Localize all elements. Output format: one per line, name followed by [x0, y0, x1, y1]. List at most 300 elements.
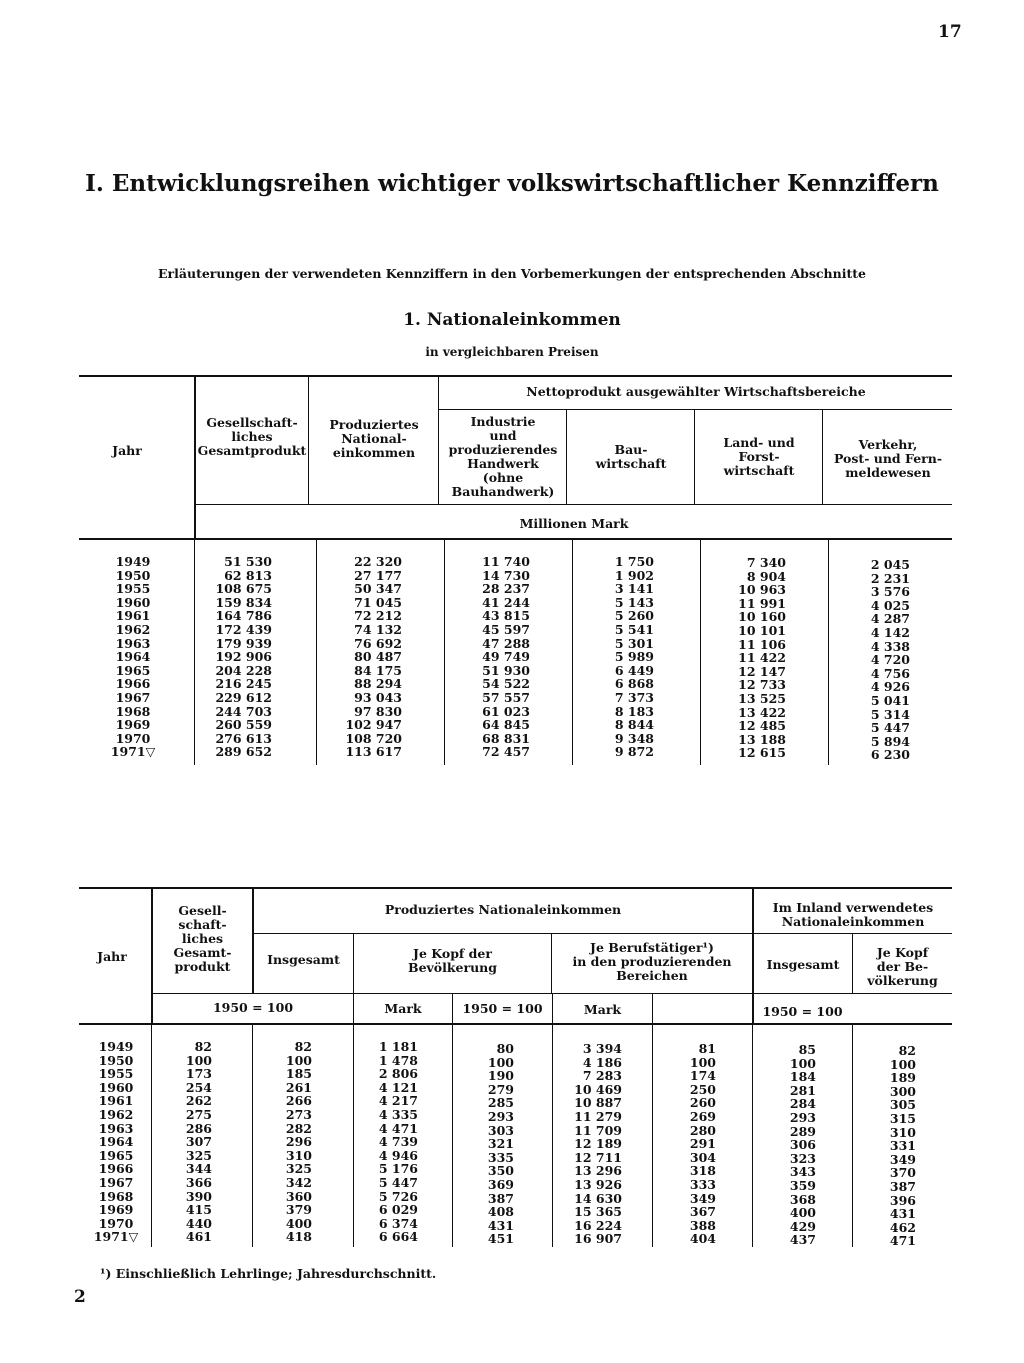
table-cell: 88 294: [354, 676, 402, 692]
table-cell: 28 237: [482, 581, 530, 597]
table-cell: 304: [689, 1149, 716, 1165]
table-cell: 1 478: [378, 1052, 418, 1068]
table-cell: 11 422: [738, 650, 786, 666]
table-cell: 388: [689, 1217, 716, 1233]
table-cell: 4 739: [378, 1134, 418, 1150]
table-cell: 192 906: [215, 649, 272, 665]
table-cell: 1971▽: [93, 1229, 139, 1245]
t2-unit-index-3: 1950 = 100: [762, 1004, 843, 1019]
table-cell: 360: [285, 1188, 312, 1204]
table-cell: 6 029: [378, 1202, 418, 1218]
table-cell: 10 887: [574, 1095, 622, 1111]
table-cell: 5 894: [870, 733, 910, 749]
table1-vline: [566, 410, 567, 504]
table-cell: 179 939: [215, 635, 272, 651]
table-cell: 16 224: [574, 1217, 622, 1233]
table-cell: 1949: [115, 554, 151, 569]
table-cell: 244 703: [215, 703, 272, 719]
table-cell: 431: [487, 1217, 514, 1233]
table-cell: 8 904: [746, 568, 786, 584]
section-subtitle: in vergleichbaren Preisen: [425, 345, 599, 359]
table-cell: 279: [487, 1081, 514, 1097]
table-cell: 11 106: [738, 636, 786, 652]
t1-header-nationaleinkommen: Produziertes National- einkommen: [329, 417, 419, 460]
table-cell: 359: [789, 1177, 816, 1193]
table-cell: 333: [689, 1176, 716, 1192]
table-cell: 47 288: [482, 635, 530, 651]
t1-col-verkehr: [832, 558, 910, 762]
t2-col-inland-kopf: [860, 1044, 916, 1248]
table-cell: 85: [798, 1042, 816, 1057]
t1-col-bauwirtschaft: [576, 555, 654, 759]
table-cell: 335: [487, 1149, 514, 1165]
table-cell: 418: [285, 1229, 312, 1245]
table-cell: 22 320: [354, 554, 402, 569]
table-cell: 9 872: [614, 744, 654, 760]
table-cell: 1955: [98, 1066, 134, 1082]
table2-body-vline: [752, 1025, 753, 1247]
table-cell: 174: [689, 1068, 716, 1084]
t2-header-produziert: Produziertes Nationaleinkommen: [384, 902, 622, 917]
table-cell: 6 449: [614, 662, 654, 678]
table-cell: 437: [789, 1232, 816, 1248]
table-cell: 1960: [115, 594, 151, 610]
table-cell: 1965: [115, 662, 151, 678]
t2-unit-index-2: 1950 = 100: [462, 1001, 543, 1016]
table-cell: 76 692: [354, 635, 402, 651]
table-cell: 1971▽: [110, 744, 156, 760]
table-cell: 4 946: [378, 1147, 418, 1163]
table-cell: 100: [689, 1054, 716, 1070]
table-cell: 13 422: [738, 704, 786, 720]
table-cell: 1950: [98, 1052, 134, 1068]
t1-header-bauwirtschaft: Bau- wirtschaft: [595, 442, 667, 471]
table-cell: 396: [889, 1192, 916, 1208]
t2-col-insgesamt: [260, 1040, 312, 1244]
table1-header-rule: [195, 504, 952, 505]
table-cell: 266: [285, 1093, 312, 1109]
table-cell: 71 045: [354, 594, 402, 610]
table-cell: 8 844: [614, 717, 654, 733]
table-cell: 189: [889, 1070, 916, 1086]
page-number: 17: [938, 22, 962, 42]
table1-vline: [822, 410, 823, 504]
table2-body-vline: [852, 1025, 853, 1247]
table-cell: 6 374: [378, 1215, 418, 1231]
table-cell: 310: [889, 1124, 916, 1140]
t1-col-jahr: [100, 555, 166, 759]
table-cell: 462: [889, 1219, 916, 1235]
table-cell: 276 613: [215, 730, 272, 746]
table-cell: 318: [689, 1163, 716, 1179]
table-cell: 2 806: [378, 1066, 418, 1082]
table-cell: 82: [194, 1039, 212, 1054]
table-cell: 1968: [115, 703, 151, 719]
table-cell: 6 664: [378, 1229, 418, 1245]
t2-header-jahr: Jahr: [97, 949, 127, 964]
table-cell: 57 557: [482, 689, 530, 705]
table-cell: 49 749: [482, 649, 530, 665]
t2-header-gesamtprodukt: Gesell- schaft- liches Gesamt- produkt: [173, 903, 232, 974]
table-cell: 261: [285, 1079, 312, 1095]
table-cell: 61 023: [482, 703, 530, 719]
table-cell: 280: [689, 1122, 716, 1138]
table-cell: 6 868: [614, 676, 654, 692]
table-cell: 5 041: [870, 692, 910, 708]
table-cell: 1 181: [378, 1039, 418, 1054]
table-cell: 461: [185, 1229, 212, 1245]
table-cell: 1968: [98, 1188, 134, 1204]
table1-body-vline: [572, 540, 573, 765]
table-cell: 80 487: [354, 649, 402, 665]
table-cell: 303: [487, 1122, 514, 1138]
table-cell: 307: [185, 1134, 212, 1150]
table-cell: 43 815: [482, 608, 530, 624]
table-cell: 349: [889, 1151, 916, 1167]
table-cell: 27 177: [354, 567, 402, 583]
table-cell: 1 902: [614, 567, 654, 583]
table2-body-vline: [652, 1025, 653, 1247]
table-cell: 390: [185, 1188, 212, 1204]
table-cell: 5 447: [870, 720, 910, 736]
table-cell: 285: [487, 1095, 514, 1111]
table-cell: 284: [789, 1096, 816, 1112]
table-cell: 10 160: [738, 609, 786, 625]
table-cell: 400: [789, 1205, 816, 1221]
table-cell: 41 244: [482, 594, 530, 610]
table-cell: 14 630: [574, 1190, 622, 1206]
t2-header-inland: Im Inland verwendetes Nationaleinkommen: [772, 900, 934, 929]
table-cell: 5 176: [378, 1161, 418, 1177]
table-cell: 1960: [98, 1079, 134, 1095]
table-cell: 12 615: [738, 745, 786, 761]
table1-body-vline: [444, 540, 445, 765]
table-cell: 370: [889, 1165, 916, 1181]
table-cell: 1950: [115, 567, 151, 583]
table-cell: 367: [689, 1204, 716, 1220]
table-cell: 1961: [98, 1093, 134, 1109]
table-cell: 293: [487, 1108, 514, 1124]
t2-unit-mark-1: Mark: [384, 1001, 422, 1016]
table-cell: 100: [285, 1052, 312, 1068]
table-cell: 325: [185, 1147, 212, 1163]
table-cell: 10 101: [738, 622, 786, 638]
table-cell: 296: [285, 1134, 312, 1150]
table-cell: 1962: [115, 621, 151, 637]
table-cell: 471: [889, 1233, 916, 1249]
table-cell: 172 439: [215, 621, 272, 637]
table1-vline: [694, 410, 695, 504]
table-cell: 184: [789, 1069, 816, 1085]
table2-body-vline: [552, 1025, 553, 1247]
table-cell: 16 907: [574, 1231, 622, 1247]
table-cell: 185: [285, 1066, 312, 1082]
table-cell: 9 348: [614, 730, 654, 746]
table-cell: 84 175: [354, 662, 402, 678]
table-cell: 369: [487, 1176, 514, 1192]
table-cell: 293: [789, 1109, 816, 1125]
footnote: ¹) Einschließlich Lehrlinge; Jahresdurchschnitt.: [100, 1266, 437, 1281]
table-cell: 108 675: [215, 581, 272, 597]
t1-col-landforst: [704, 556, 786, 760]
table-cell: 8 183: [614, 703, 654, 719]
table-cell: 82: [898, 1043, 916, 1058]
table-cell: 429: [789, 1218, 816, 1234]
t1-col-nationaleinkommen: [320, 555, 402, 759]
table-cell: 323: [789, 1150, 816, 1166]
t1-header-verkehr: Verkehr, Post- und Fern- meldewesen: [833, 437, 943, 480]
table-cell: 254: [185, 1079, 212, 1095]
table-cell: 342: [285, 1174, 312, 1190]
table-cell: 415: [185, 1202, 212, 1218]
table1-body-vline: [700, 540, 701, 765]
table-cell: 68 831: [482, 730, 530, 746]
table2-unit-rule: [79, 1023, 952, 1025]
t2-col-kopf-mark: [360, 1040, 418, 1244]
table2-body-vline: [151, 1025, 152, 1247]
t2-col-kopf-index: [460, 1042, 514, 1246]
table-cell: 306: [789, 1137, 816, 1153]
t1-col-gesamtprodukt: [200, 555, 272, 759]
table-cell: 2 045: [870, 557, 910, 572]
table2-top-rule: [79, 887, 952, 889]
table-cell: 1966: [98, 1161, 134, 1177]
table-cell: 51 930: [482, 662, 530, 678]
main-title: I. Entwicklungsreihen wichtiger volkswirtschaftlicher Kennziffern: [85, 170, 939, 197]
t1-header-gesamtprodukt: Gesellschaft- liches Gesamtprodukt: [197, 415, 307, 458]
table-cell: 368: [789, 1191, 816, 1207]
table-cell: 289: [789, 1123, 816, 1139]
table-cell: 164 786: [215, 608, 272, 624]
table-cell: 12 485: [738, 718, 786, 734]
table-cell: 282: [285, 1120, 312, 1136]
t1-header-nettoprodukt: Nettoprodukt ausgewählter Wirtschaftsbereiche: [526, 384, 866, 399]
table-cell: 1961: [115, 608, 151, 624]
t1-header-unit: Millionen Mark: [519, 516, 629, 531]
table-cell: 97 830: [354, 703, 402, 719]
table-cell: 408: [487, 1204, 514, 1220]
table-cell: 315: [889, 1110, 916, 1126]
table-cell: 82: [294, 1039, 312, 1054]
table-cell: 7 373: [614, 689, 654, 705]
table-cell: 229 612: [215, 689, 272, 705]
table-cell: 6 230: [870, 747, 910, 763]
table2-sub-rule: [253, 933, 952, 934]
table-cell: 1969: [115, 717, 151, 733]
table-cell: 1963: [115, 635, 151, 651]
t2-header-insgesamt: Insgesamt: [267, 952, 340, 967]
table1-vline: [308, 377, 309, 504]
table-cell: 62 813: [224, 567, 272, 583]
t1-header-landforst: Land- und Forst- wirtschaft: [723, 435, 795, 478]
table-cell: 13 296: [574, 1163, 622, 1179]
table-cell: 379: [285, 1202, 312, 1218]
table-cell: 260 559: [215, 717, 272, 733]
subtitle: Erläuterungen der verwendeten Kennziffern in den Vorbemerkungen der entsprechenden Abschnitte: [158, 266, 866, 281]
table-cell: 1967: [115, 689, 151, 705]
table-cell: 1962: [98, 1106, 134, 1122]
table-cell: 1970: [115, 730, 151, 746]
table-cell: 1966: [115, 676, 151, 692]
table-cell: 4 338: [870, 638, 910, 654]
table-cell: 1969: [98, 1202, 134, 1218]
table-cell: 5 726: [378, 1188, 418, 1204]
table-cell: 451: [487, 1231, 514, 1247]
table-cell: 108 720: [345, 730, 402, 746]
table-cell: 1949: [98, 1039, 134, 1054]
t1-header-jahr: Jahr: [112, 443, 142, 458]
table-cell: 5 989: [614, 649, 654, 665]
t2-header-berufstaetiger: Je Berufstätiger¹) in den produzierenden Bereichen: [572, 940, 732, 983]
table-cell: 54 522: [482, 676, 530, 692]
table-cell: 7 340: [746, 555, 786, 570]
table-cell: 350: [487, 1163, 514, 1179]
table-cell: 7 283: [582, 1068, 622, 1084]
table-cell: 100: [487, 1054, 514, 1070]
table-cell: 11 709: [574, 1122, 622, 1138]
table-cell: 159 834: [215, 594, 272, 610]
table-cell: 216 245: [215, 676, 272, 692]
section-title: 1. Nationaleinkommen: [403, 310, 621, 330]
table-cell: 321: [487, 1136, 514, 1152]
table-cell: 250: [689, 1081, 716, 1097]
t1-header-industrie: Industrie und produzierendes Handwerk (ohne Bauhandwerk): [448, 414, 558, 499]
table-cell: 387: [889, 1178, 916, 1194]
table-cell: 4 471: [378, 1120, 418, 1136]
table-cell: 289 652: [215, 744, 272, 760]
table-cell: 305: [889, 1097, 916, 1113]
table-cell: 286: [185, 1120, 212, 1136]
table-cell: 1965: [98, 1147, 134, 1163]
t2-col-gesamtprodukt: [160, 1040, 212, 1244]
table-cell: 5 260: [614, 608, 654, 624]
table-cell: 13 926: [574, 1176, 622, 1192]
table-cell: 4 756: [870, 665, 910, 681]
table-cell: 5 541: [614, 621, 654, 637]
table-cell: 4 121: [378, 1079, 418, 1095]
table1-body-vline: [828, 540, 829, 765]
table-cell: 404: [689, 1231, 716, 1247]
table-cell: 4 287: [870, 611, 910, 627]
table-cell: 74 132: [354, 621, 402, 637]
t2-header-inland-insgesamt: Insgesamt: [766, 957, 840, 972]
table-cell: 100: [789, 1055, 816, 1071]
table-cell: 4 186: [582, 1054, 622, 1070]
table-cell: 440: [185, 1215, 212, 1231]
table-cell: 4 720: [870, 652, 910, 668]
table1-body-vline: [194, 540, 195, 765]
table-cell: 2 231: [870, 570, 910, 586]
table-cell: 80: [496, 1041, 514, 1056]
table-cell: 281: [789, 1082, 816, 1098]
table-cell: 343: [789, 1164, 816, 1180]
table-cell: 1967: [98, 1174, 134, 1190]
table1-top-rule: [79, 375, 952, 377]
table-cell: 3 141: [614, 581, 654, 597]
table-cell: 10 963: [738, 582, 786, 598]
table-cell: 5 447: [378, 1174, 418, 1190]
table-cell: 45 597: [482, 621, 530, 637]
table2-body-vline: [452, 1025, 453, 1247]
table-cell: 81: [698, 1041, 716, 1056]
t1-col-industrie: [448, 555, 530, 759]
table-cell: 12 189: [574, 1136, 622, 1152]
table-cell: 1970: [98, 1215, 134, 1231]
table-cell: 51 530: [224, 554, 272, 569]
table-cell: 4 025: [870, 597, 910, 613]
table-cell: 13 525: [738, 690, 786, 706]
table-cell: 273: [285, 1106, 312, 1122]
table-cell: 291: [689, 1136, 716, 1152]
table-cell: 5 314: [870, 706, 910, 722]
table-cell: 15 365: [574, 1204, 622, 1220]
t2-unit-index-1: 1950 = 100: [212, 1000, 294, 1015]
table-cell: 50 347: [354, 581, 402, 597]
table-cell: 12 147: [738, 663, 786, 679]
table-cell: 344: [185, 1161, 212, 1177]
table-cell: 11 279: [574, 1108, 622, 1124]
t2-col-beruf-mark: [560, 1042, 622, 1246]
table-cell: 13 188: [738, 731, 786, 747]
table-cell: 4 335: [378, 1106, 418, 1122]
t2-header-inland-jekopf: Je Kopf der Be- völkerung: [867, 945, 938, 988]
table-cell: 269: [689, 1108, 716, 1124]
table-cell: 1964: [98, 1134, 134, 1150]
table-cell: 102 947: [345, 717, 402, 733]
table-cell: 173: [185, 1066, 212, 1082]
table1-netto-rule: [438, 409, 952, 410]
table-cell: 260: [689, 1095, 716, 1111]
table-cell: 72 212: [354, 608, 402, 624]
table-cell: 12 711: [574, 1149, 622, 1165]
table-cell: 113 617: [345, 744, 402, 760]
table-cell: 366: [185, 1174, 212, 1190]
table-cell: 12 733: [738, 677, 786, 693]
table2-body-vline: [252, 1025, 253, 1247]
table-cell: 100: [889, 1056, 916, 1072]
t2-unit-mark-2: Mark: [583, 1002, 622, 1017]
t2-col-inland-insgesamt: [760, 1043, 816, 1247]
table-cell: 64 845: [482, 717, 530, 733]
t2-header-jekopf: Je Kopf der Bevölkerung: [408, 946, 497, 975]
table-cell: 93 043: [354, 689, 402, 705]
page-footer-mark: 2: [74, 1287, 86, 1307]
table-cell: 204 228: [215, 662, 272, 678]
table-cell: 5 143: [614, 594, 654, 610]
table-cell: 5 301: [614, 635, 654, 651]
table-cell: 10 469: [574, 1081, 622, 1097]
table-cell: 1964: [115, 649, 151, 665]
table-cell: 349: [689, 1190, 716, 1206]
table-cell: 3 394: [582, 1041, 622, 1056]
table-cell: 4 142: [870, 624, 910, 640]
table-cell: 1955: [115, 581, 151, 597]
table2-body-vline: [353, 1025, 354, 1247]
table-cell: 190: [487, 1068, 514, 1084]
table-cell: 4 217: [378, 1093, 418, 1109]
table-cell: 331: [889, 1138, 916, 1154]
t2-col-beruf-index: [660, 1042, 716, 1246]
table-cell: 72 457: [482, 744, 530, 760]
table-cell: 3 576: [870, 584, 910, 600]
table-cell: 310: [285, 1147, 312, 1163]
table-cell: 1963: [98, 1120, 134, 1136]
table-cell: 100: [185, 1052, 212, 1068]
table1-body-vline: [316, 540, 317, 765]
table-cell: 275: [185, 1106, 212, 1122]
table-cell: 387: [487, 1190, 514, 1206]
table1-vline: [438, 377, 439, 504]
